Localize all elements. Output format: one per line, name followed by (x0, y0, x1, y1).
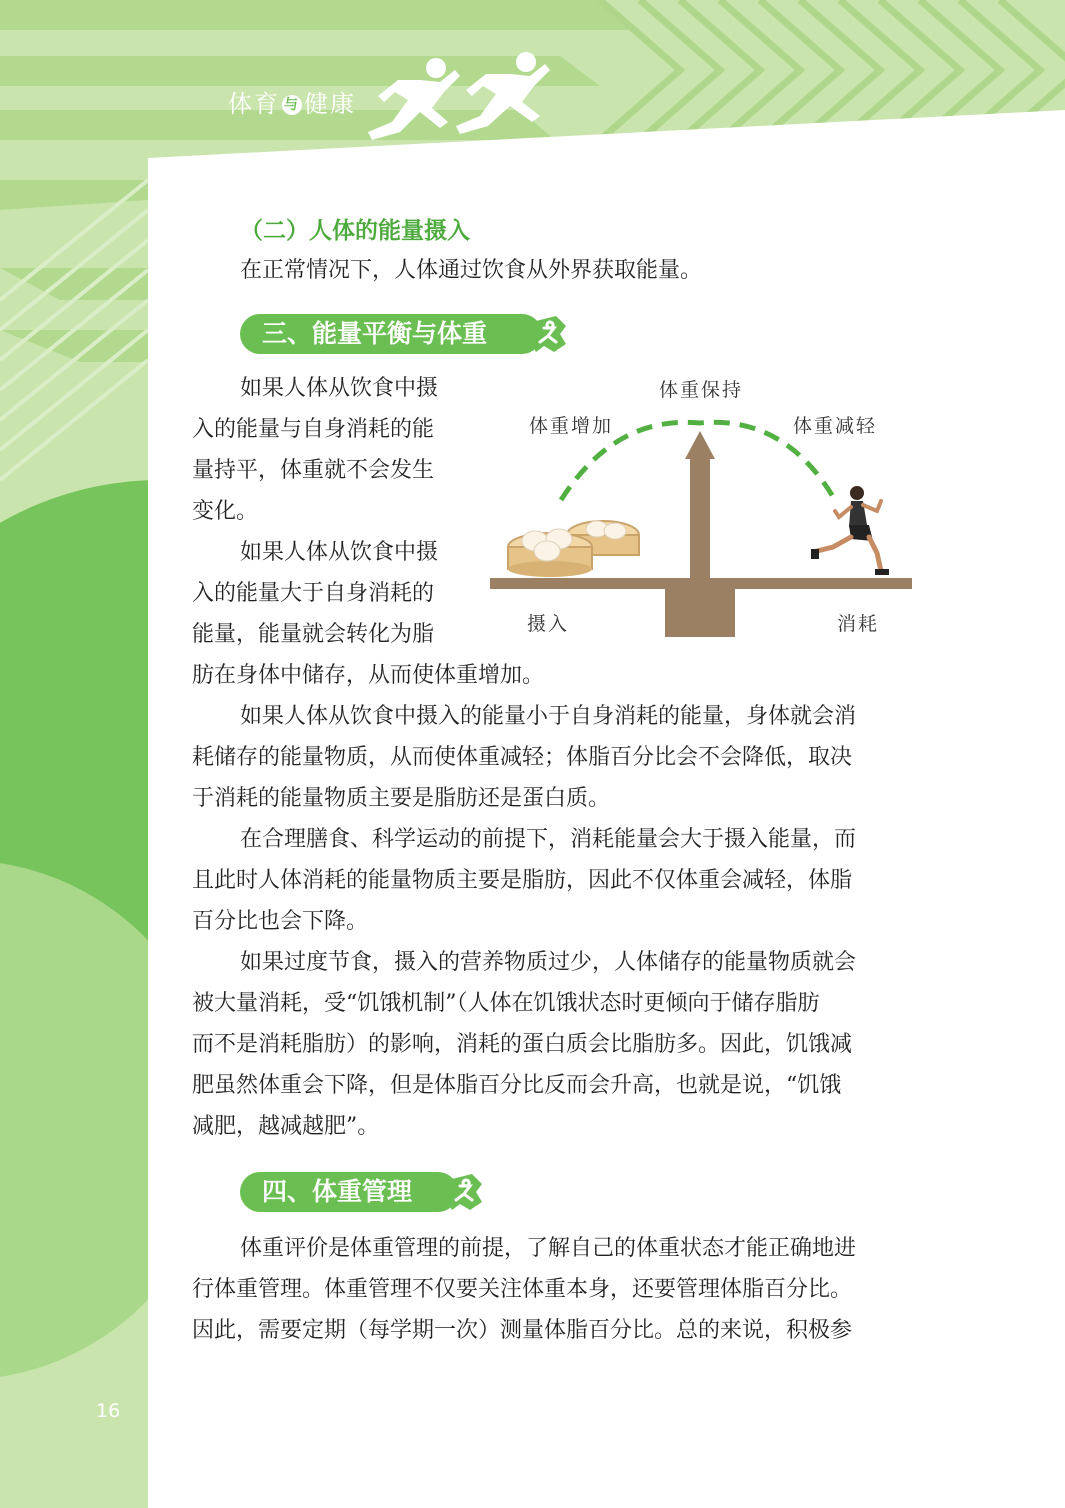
para-line: 入的能量与自身消耗的能 (192, 417, 435, 442)
subsection-text: 在正常情况下，人体通过饮食从外界获取能量。 (240, 258, 703, 283)
para-line: 体重评价是体重管理的前提，了解自己的体重状态才能正确地进 (240, 1236, 857, 1261)
section3-heading (240, 314, 542, 354)
para-line: 且此时人体消耗的能量物质主要是脂肪，因此不仅体重会减轻，体脂 (192, 868, 853, 893)
food-icon (508, 521, 639, 577)
energy-balance-diagram (485, 365, 925, 650)
para-line: 如果人体从饮食中摄 (240, 376, 439, 401)
page-number: 16 (96, 1400, 121, 1422)
label-weight-gain: 体重增加 (529, 415, 614, 437)
para-line: 因此，需要定期（每学期一次）测量体脂百分比。总的来说，积极参 (192, 1318, 853, 1343)
runner-icon (442, 1170, 486, 1214)
runner-icon (526, 312, 570, 356)
section4-heading (240, 1172, 458, 1212)
label-weight-keep: 体重保持 (659, 379, 744, 401)
para-line: 而不是消耗脂肪）的影响，消耗的蛋白质会比脂肪多。因此，饥饿减 (192, 1032, 853, 1057)
para-line: 如果人体从饮食中摄入的能量小于自身消耗的能量，身体就会消 (240, 704, 857, 729)
para-line: 肥虽然体重会下降，但是体脂百分比反而会升高，也就是说，“饥饿 (192, 1073, 842, 1098)
para-line: 肪在身体中储存，从而使体重增加。 (192, 663, 545, 688)
para-line: 减肥，越减越肥”。 (192, 1114, 380, 1139)
para-line: 百分比也会下降。 (192, 909, 369, 934)
label-intake: 摄入 (527, 613, 570, 635)
para-line: 被大量消耗，受“饥饿机制”（人体在饥饿状态时更倾向于储存脂肪 (192, 991, 820, 1016)
para-line: 变化。 (192, 499, 259, 524)
header-title (228, 84, 356, 119)
section3-title: 三、能量平衡与体重 (262, 319, 488, 348)
header-title-part1: 体育 (228, 90, 280, 118)
para-line: 能量，能量就会转化为脂 (192, 622, 435, 647)
header-title-part2: 健康 (304, 90, 356, 118)
para-line: 行体重管理。体重管理不仅要关注体重本身，还要管理体脂百分比。 (192, 1277, 853, 1302)
para-line: 耗储存的能量物质，从而使体重减轻；体脂百分比会不会降低，取决 (192, 745, 853, 770)
header-title-amp: 与 (284, 97, 300, 113)
para-line: 量持平，体重就不会发生 (192, 458, 435, 483)
subsection-heading: （二）人体的能量摄入 (240, 218, 470, 244)
para-line: 于消耗的能量物质主要是脂肪还是蛋白质。 (192, 786, 611, 811)
section4-title: 四、体重管理 (262, 1177, 413, 1206)
label-consume: 消耗 (837, 613, 880, 635)
para-line: 入的能量大于自身消耗的 (192, 581, 435, 606)
para-line: 如果过度节食，摄入的营养物质过少，人体储存的能量物质就会 (240, 950, 857, 975)
balance-scale-graphic (485, 365, 925, 650)
label-weight-loss: 体重减轻 (793, 415, 878, 437)
running-man-icon (811, 486, 889, 575)
para-line: 在合理膳食、科学运动的前提下，消耗能量会大于摄入能量，而 (240, 827, 857, 852)
para-line: 如果人体从饮食中摄 (240, 540, 439, 565)
